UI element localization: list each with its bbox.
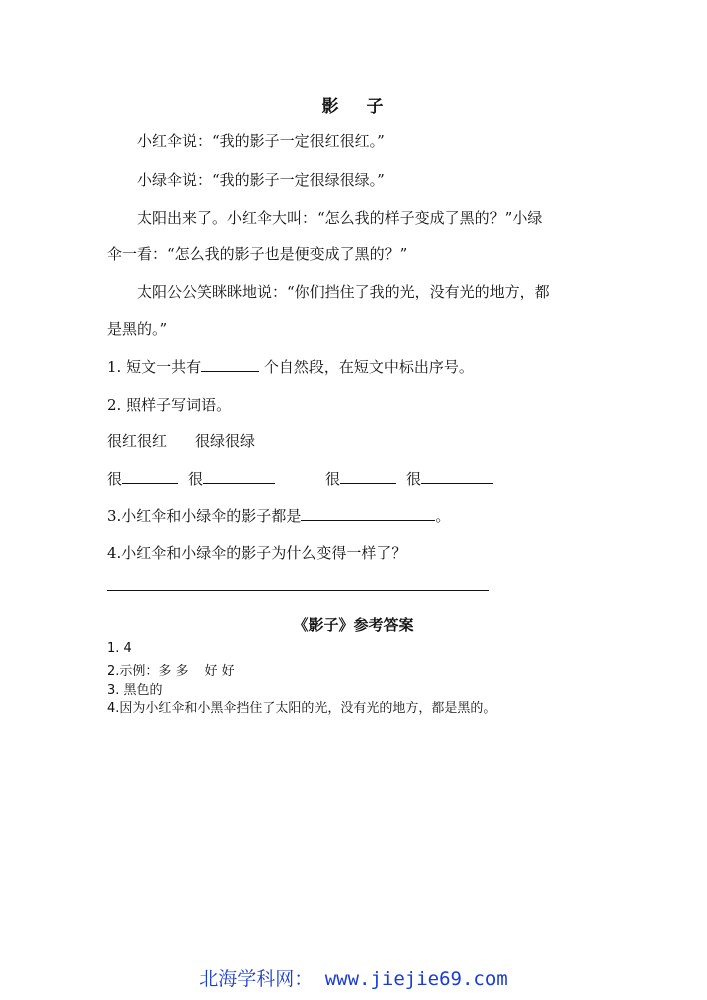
hen-2: 很	[188, 470, 204, 488]
passage-paragraph-4-line-1: 太阳公公笑眯眯地说：“你们挡住了我的光，没有光的地方，都	[137, 283, 550, 301]
word-blank-2[interactable]	[203, 469, 275, 484]
answer-2-prefix: 2.示例：多 多	[107, 664, 189, 679]
footer-watermark: 北海学科网： www.jiejie69.com	[199, 968, 508, 990]
title-char-1: 影	[321, 97, 341, 117]
answers-title: 《影子》参考答案	[293, 616, 414, 634]
passage-paragraph-3-line-2: 伞一看：“怎么我的影子也是便变成了黑的？”	[107, 245, 408, 263]
passage-paragraph-2: 小绿伞说：“我的影子一定很绿很绿。”	[137, 171, 385, 189]
answer-2	[107, 660, 235, 679]
passage-paragraph-4-line-2: 是黑的。”	[107, 320, 168, 338]
passage-paragraph-1: 小红伞说：“我的影子一定很红很红。”	[137, 132, 385, 150]
question-4: 4.小红伞和小绿伞的影子为什么变得一样了？	[107, 544, 407, 562]
answer-4: 4.因为小红伞和小黑伞挡住了太阳的光，没有光的地方，都是黑的。	[107, 701, 497, 716]
question-3-blank[interactable]	[301, 506, 435, 521]
word-blank-1[interactable]	[122, 469, 178, 484]
passage-paragraph-3-line-1: 太阳出来了。小红伞大叫：“怎么我的样子变成了黑的？”小绿	[137, 209, 543, 227]
question-3-prefix: 3.小红伞和小绿伞的影子都是	[107, 507, 302, 525]
title-char-2: 子	[366, 97, 386, 117]
question-1-prefix: 1. 短文一共有	[107, 358, 202, 376]
question-2: 2. 照样子写词语。	[107, 396, 232, 414]
question-2-blanks	[107, 468, 493, 489]
answer-2-suffix: 好 好	[204, 664, 235, 679]
example-word-1: 很红很红	[107, 432, 168, 450]
question-1	[107, 356, 474, 377]
hen-1: 很	[107, 470, 123, 488]
word-blank-3[interactable]	[340, 469, 396, 484]
example-word-2: 很绿很绿	[195, 432, 256, 450]
word-blank-4[interactable]	[421, 469, 493, 484]
hen-3: 很	[325, 470, 341, 488]
page-title	[0, 92, 707, 117]
question-1-blank[interactable]	[201, 357, 259, 372]
answer-1: 1. 4	[107, 641, 132, 656]
question-1-suffix: 个自然段，在短文中标出序号。	[259, 358, 474, 376]
answer-3: 3. 黑色的	[107, 683, 163, 698]
question-3	[107, 505, 450, 526]
hen-4: 很	[406, 470, 422, 488]
question-3-suffix: 。	[435, 507, 451, 525]
question-4-answer-line[interactable]	[107, 590, 489, 591]
question-2-examples	[107, 430, 255, 451]
